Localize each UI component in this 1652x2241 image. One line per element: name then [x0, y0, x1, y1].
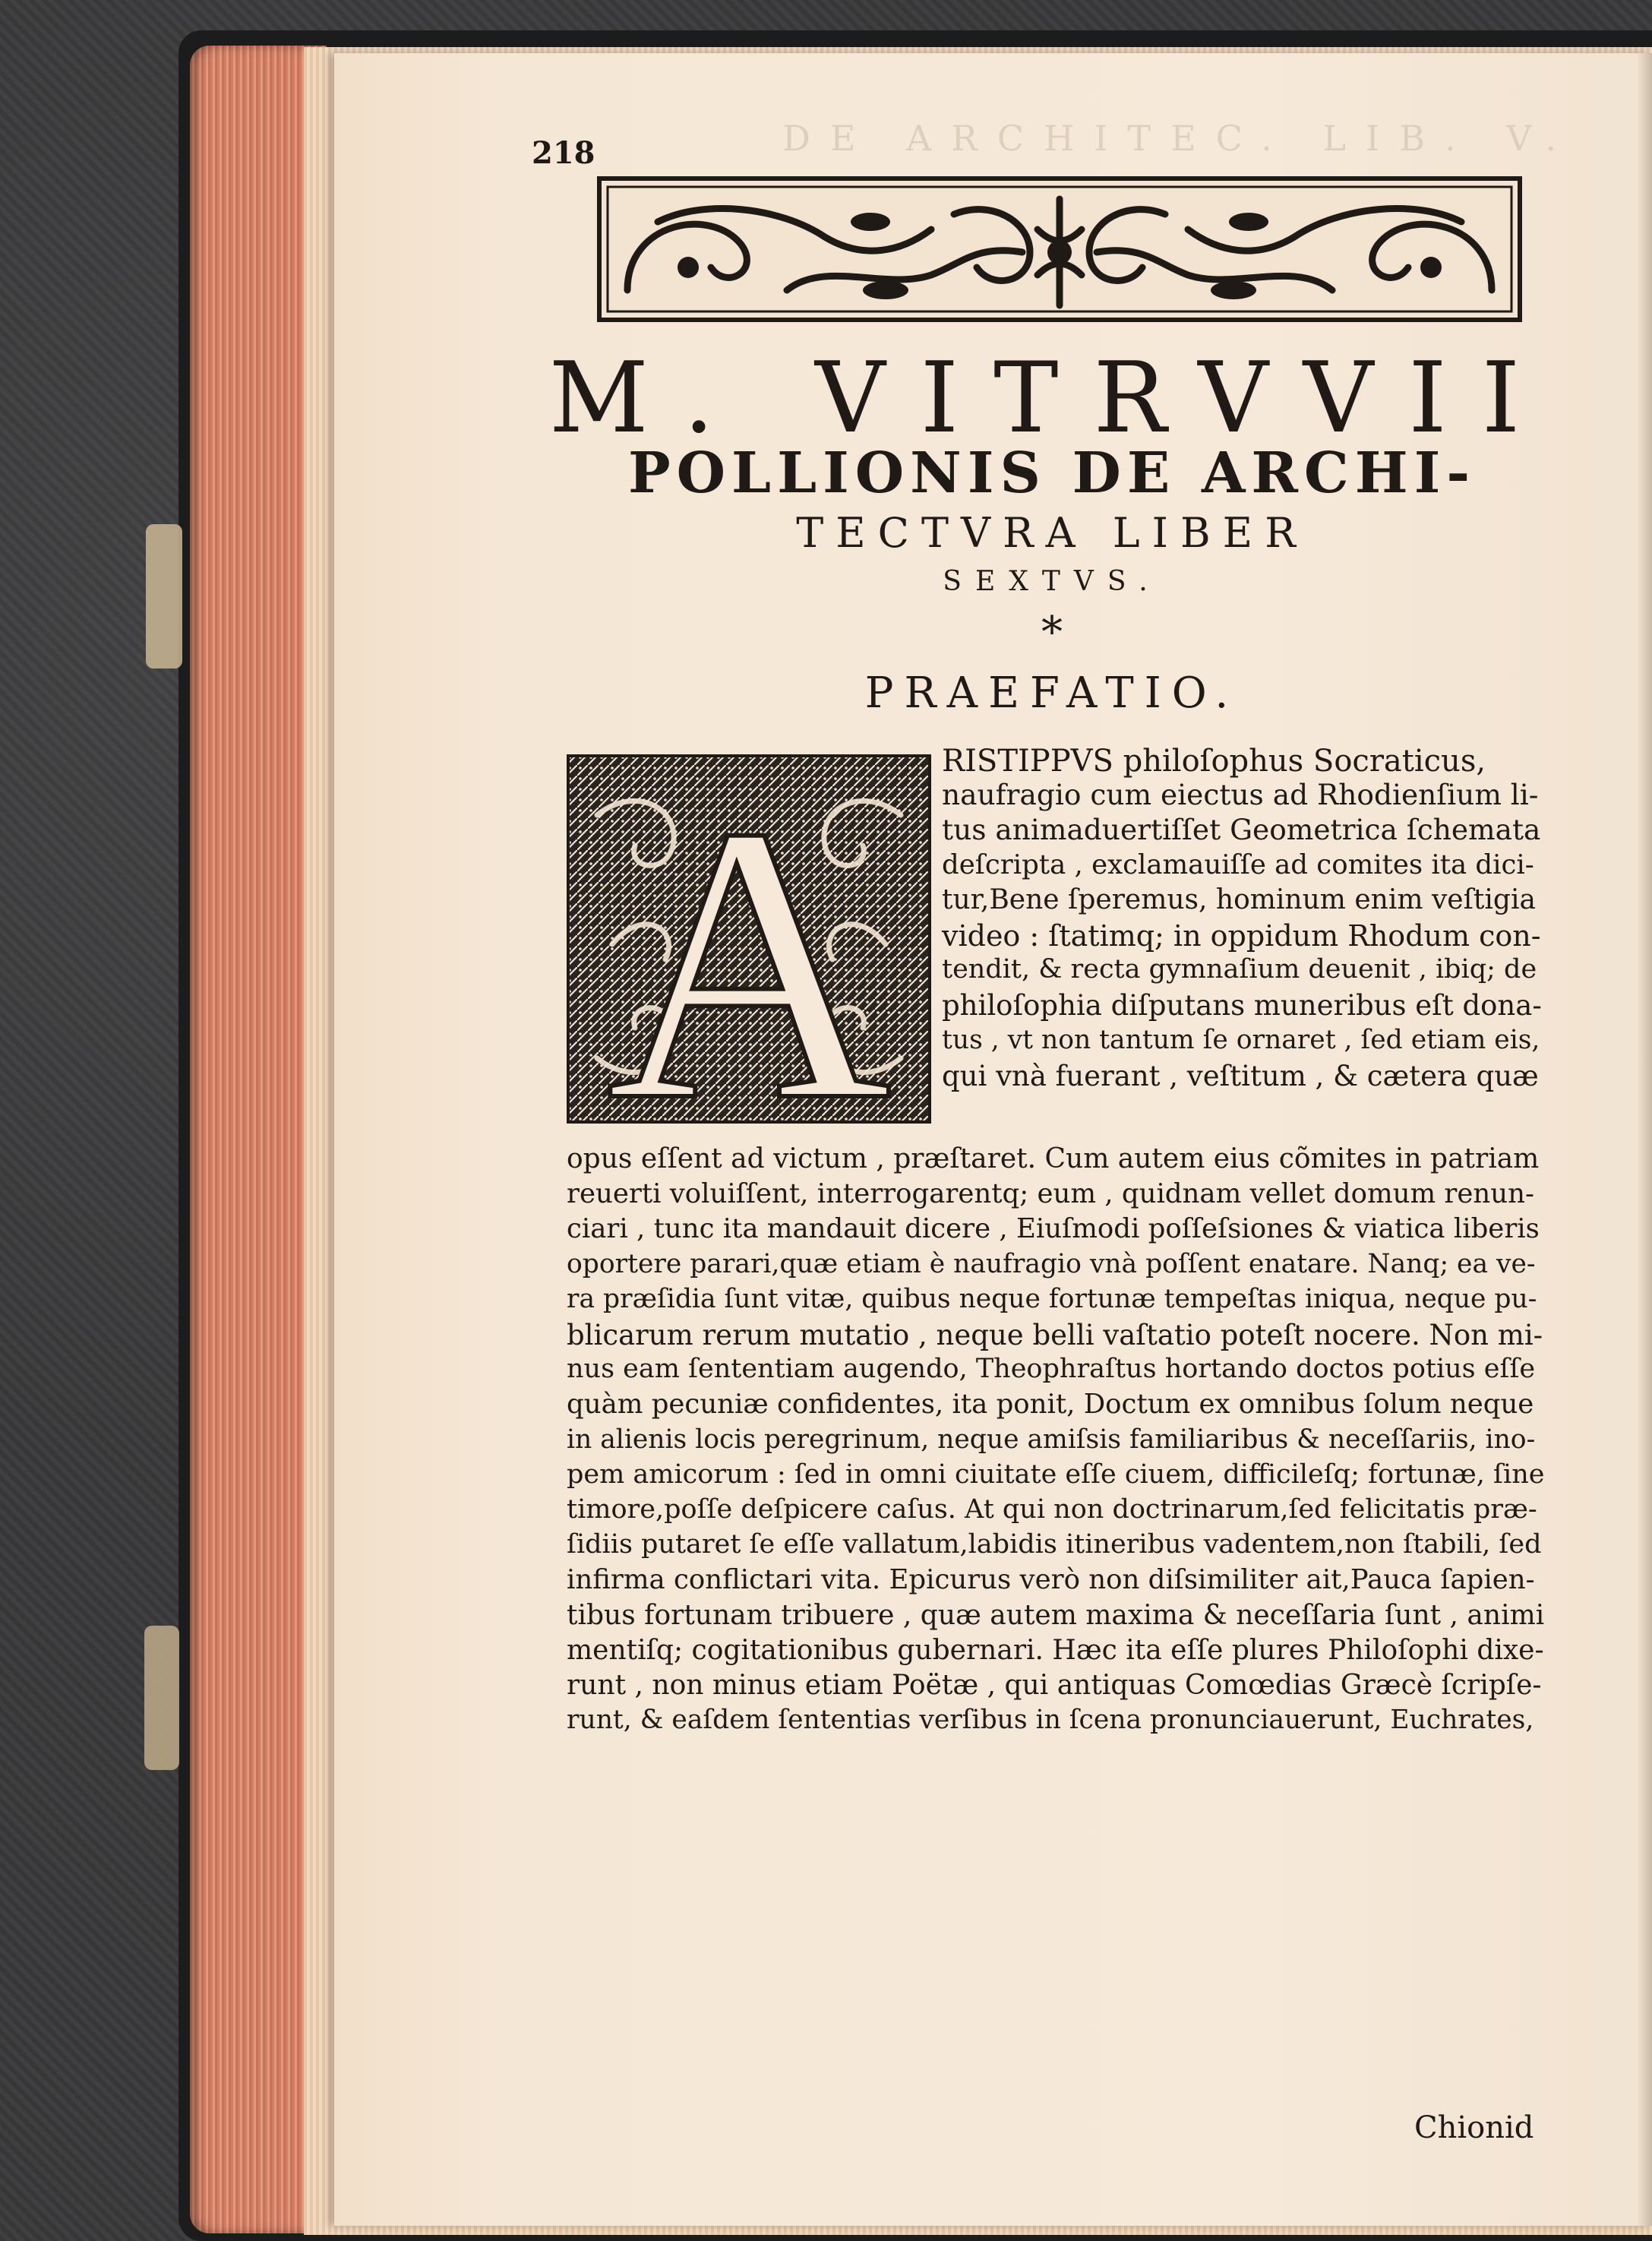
dropcap-letter: A	[606, 754, 892, 1124]
asterisk-divider: *	[1041, 608, 1063, 657]
running-head-showthrough: DE ARCHITEC. LIB. V.	[782, 118, 1577, 159]
text-line: ſidiis putaret ſe eſſe vallatum,labidis itineribus vadentem,non ſtabili, ſed	[567, 1529, 1542, 1560]
text-line: pem amicorum : ſed in omni ciuitate eſſe ciuem, difficileſq; fortunæ, ſine	[567, 1459, 1545, 1490]
text-line: deſcripta , exclamauiſſe ad comites ita dici-	[942, 849, 1534, 880]
text-line: RISTIPPVS philoſophus Socraticus,	[942, 744, 1486, 779]
text-line: opus eſſent ad victum , præſtaret. Cum autem eius cõmites in patriam	[567, 1143, 1540, 1174]
text-line: naufragio cum eiectus ad Rhodienſium li-	[942, 778, 1539, 812]
text-line: video : ſtatimq; in oppidum Rhodum con-	[942, 919, 1541, 953]
text-line: blicarum rerum mutatio , neque belli vaſtatio poteſt nocere. Non mi-	[567, 1319, 1543, 1351]
text-line: oportere parari,quæ etiam è naufragio vnà poſſent enatare. Nanq; ea ve-	[567, 1248, 1536, 1279]
text-line: runt , non minus etiam Poëtæ , qui antiquas Comœdias Græcè ſcripſe-	[567, 1670, 1542, 1701]
text-line: philoſophia diſputans muneribus eſt dona-	[942, 989, 1542, 1023]
dropcap-initial	[567, 754, 931, 1124]
text-line: quàm pecuniæ confidentes, ita ponit, Doctum ex omnibus ſolum neque	[567, 1389, 1534, 1421]
text-line: mentiſq; cogitationibus gubernari. Hæc ita eſſe plures Philoſophi dixe-	[567, 1634, 1544, 1666]
binding-tape-bottom	[144, 1626, 179, 1770]
binding-tape-top	[146, 524, 182, 669]
text-line: tendit, & recta gymnaſium deuenit , ibiq; de	[942, 954, 1537, 985]
text-line: ciari , tunc ita mandauit dicere , Eiuſmodi poſſeſsiones & viatica liberis	[567, 1213, 1540, 1245]
text-line: tur,Bene ſperemus, hominum enim veſtigia	[942, 883, 1536, 915]
text-line: tus animaduertiſſet Geometrica ſchemata	[942, 813, 1541, 847]
text-line: timore,poſſe deſpicere caſus. At qui non doctrinarum,ſed felicitatis præ-	[567, 1494, 1537, 1525]
text-line: nus eam ſententiam augendo, Theophraſtus hortando doctos potius eſſe	[567, 1354, 1536, 1385]
catchword: Chionid	[1414, 2110, 1534, 2145]
text-line: qui vnà fuerant , veſtitum , & cætera quæ	[942, 1059, 1539, 1092]
ornament-icon	[597, 176, 1522, 322]
title-author: M. VITRVVII	[548, 342, 1556, 455]
text-line: in alienis locis peregrinum, neque amiſsis familiaribus & neceſſariis, ino-	[567, 1424, 1536, 1455]
title-line-3: TECTVRA LIBER	[796, 509, 1308, 557]
text-line: tus , vt non tantum ſe ornaret , ſed etiam eis,	[942, 1024, 1540, 1055]
text-line: reuerti voluiſſent, interrogarentq; eum , quidnam vellet domum renun-	[567, 1178, 1534, 1210]
page-gutter-shadow	[1637, 53, 1652, 2226]
text-line: runt, & eaſdem ſententias verſibus in ſcena pronunciauerunt, Euchrates,	[567, 1705, 1534, 1736]
section-heading: PRAEFATIO.	[864, 669, 1240, 718]
page-number: 218	[532, 135, 595, 171]
text-line: tibus fortunam tribuere , quæ autem maxima & neceſſaria ſunt , animi	[567, 1599, 1545, 1631]
text-line: ra præſidia ſunt vitæ, quibus neque fortunæ tempeſtas iniqua, neque pu-	[567, 1283, 1537, 1314]
title-book-number: SEXTVS.	[943, 566, 1161, 597]
text-line: infirma conflictari vita. Epicurus verò non diſsimiliter ait,Pauca ſapien-	[567, 1564, 1535, 1596]
title-line-2: POLLIONIS DE ARCHI-	[627, 441, 1477, 506]
